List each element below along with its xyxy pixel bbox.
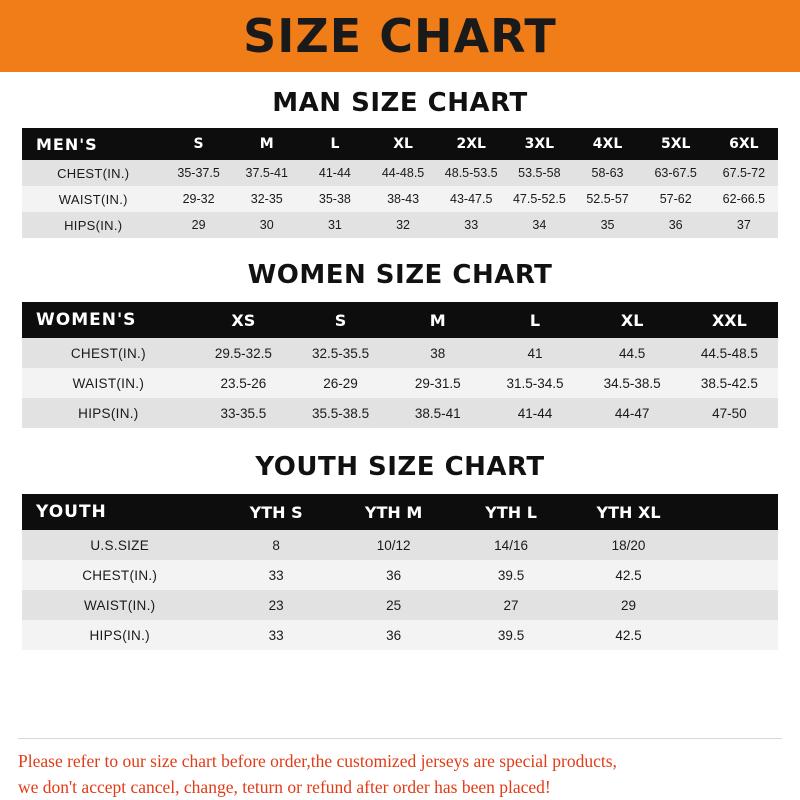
column-header-6: 3XL: [505, 128, 573, 160]
cell: 29-32: [165, 186, 233, 212]
column-header-0: WOMEN'S: [22, 302, 195, 338]
column-header-1: XS: [195, 302, 292, 338]
cell: 29: [165, 212, 233, 238]
column-header-3: L: [301, 128, 369, 160]
cell: 37: [710, 212, 778, 238]
cell: 33: [217, 620, 334, 650]
man-section-title: MAN SIZE CHART: [272, 88, 528, 118]
column-header-7: 4XL: [573, 128, 641, 160]
table-row: [22, 398, 778, 428]
header-right-block: [770, 0, 800, 72]
table-row: [22, 530, 778, 560]
cell: 14/16: [452, 530, 569, 560]
cell: 33: [217, 560, 334, 590]
table-row: [22, 338, 778, 368]
column-header-4: L: [486, 302, 583, 338]
cell: 53.5-58: [505, 160, 573, 186]
cell: 37.5-41: [233, 160, 301, 186]
column-header-3: YTH L: [452, 494, 569, 530]
cell: 39.5: [452, 560, 569, 590]
table-row: [22, 590, 778, 620]
table-header-row: [22, 494, 778, 530]
cell: 31: [301, 212, 369, 238]
header-left-block: [0, 0, 30, 72]
man-size-table: [22, 128, 778, 238]
cell: 27: [452, 590, 569, 620]
cell: 44.5: [584, 338, 681, 368]
cell: 26-29: [292, 368, 389, 398]
cell: 43-47.5: [437, 186, 505, 212]
column-header-6: XXL: [681, 302, 778, 338]
cell: 18/20: [570, 530, 687, 560]
table-row: [22, 160, 778, 186]
cell: 34.5-38.5: [584, 368, 681, 398]
cell: 44.5-48.5: [681, 338, 778, 368]
table-header-row: [22, 128, 778, 160]
cell: 23: [217, 590, 334, 620]
youth-section-title: YOUTH SIZE CHART: [255, 452, 545, 482]
row-label: WAIST(IN.): [22, 368, 195, 398]
column-header-2: S: [292, 302, 389, 338]
cell: 58-63: [573, 160, 641, 186]
cell: 47.5-52.5: [505, 186, 573, 212]
cell: 39.5: [452, 620, 569, 650]
cell: 35.5-38.5: [292, 398, 389, 428]
column-header-1: YTH S: [217, 494, 334, 530]
row-label: WAIST(IN.): [22, 590, 217, 620]
cell: 47-50: [681, 398, 778, 428]
table-row: [22, 620, 778, 650]
column-header-2: M: [233, 128, 301, 160]
cell: 62-66.5: [710, 186, 778, 212]
cell: 25: [335, 590, 452, 620]
cell: 29: [570, 590, 687, 620]
cell: 36: [335, 620, 452, 650]
row-label: CHEST(IN.): [22, 160, 165, 186]
cell: 63-67.5: [642, 160, 710, 186]
cell: 8: [217, 530, 334, 560]
column-header-0: MEN'S: [22, 128, 165, 160]
cell: 38.5-41: [389, 398, 486, 428]
row-label: CHEST(IN.): [22, 560, 217, 590]
cell: 41-44: [486, 398, 583, 428]
column-header-4: YTH XL: [570, 494, 687, 530]
cell: 38.5-42.5: [681, 368, 778, 398]
column-header-8: 5XL: [642, 128, 710, 160]
column-header-4: XL: [369, 128, 437, 160]
table-row: [22, 560, 778, 590]
row-label: U.S.SIZE: [22, 530, 217, 560]
cell-spacer: [687, 620, 778, 650]
cell: 57-62: [642, 186, 710, 212]
row-label: HIPS(IN.): [22, 620, 217, 650]
cell: 29-31.5: [389, 368, 486, 398]
row-label: WAIST(IN.): [22, 186, 165, 212]
cell: 10/12: [335, 530, 452, 560]
column-header-spacer: [687, 494, 778, 530]
cell: 34: [505, 212, 573, 238]
cell: 42.5: [570, 620, 687, 650]
column-header-5: XL: [584, 302, 681, 338]
column-header-2: YTH M: [335, 494, 452, 530]
row-label: HIPS(IN.): [22, 398, 195, 428]
column-header-3: M: [389, 302, 486, 338]
cell: 35-38: [301, 186, 369, 212]
column-header-9: 6XL: [710, 128, 778, 160]
women-size-table: [22, 302, 778, 428]
youth-size-table: [22, 494, 778, 650]
cell: 41: [486, 338, 583, 368]
table-header-row: [22, 302, 778, 338]
footer-line-2: we don't accept cancel, change, teturn or refund after order has been placed!: [18, 776, 551, 797]
cell: 29.5-32.5: [195, 338, 292, 368]
women-section-title: WOMEN SIZE CHART: [247, 260, 553, 290]
column-header-5: 2XL: [437, 128, 505, 160]
cell: 52.5-57: [573, 186, 641, 212]
table-row: [22, 212, 778, 238]
cell: 36: [642, 212, 710, 238]
cell: 33: [437, 212, 505, 238]
cell: 33-35.5: [195, 398, 292, 428]
cell-spacer: [687, 560, 778, 590]
column-header-0: YOUTH: [22, 494, 217, 530]
row-label: HIPS(IN.): [22, 212, 165, 238]
cell: 38-43: [369, 186, 437, 212]
cell: 32.5-35.5: [292, 338, 389, 368]
cell: 32-35: [233, 186, 301, 212]
cell: 42.5: [570, 560, 687, 590]
column-header-1: S: [165, 128, 233, 160]
cell: 44-48.5: [369, 160, 437, 186]
row-label: CHEST(IN.): [22, 338, 195, 368]
cell: 48.5-53.5: [437, 160, 505, 186]
cell: 32: [369, 212, 437, 238]
cell: 35: [573, 212, 641, 238]
footer-line-1: Please refer to our size chart before order,the customized jerseys are special products,: [18, 751, 617, 772]
chart-content: [0, 72, 800, 724]
table-row: [22, 186, 778, 212]
cell: 36: [335, 560, 452, 590]
page-header: [0, 0, 800, 72]
cell: 41-44: [301, 160, 369, 186]
footer-disclaimer: [18, 738, 782, 800]
cell: 67.5-72: [710, 160, 778, 186]
cell: 30: [233, 212, 301, 238]
cell: 23.5-26: [195, 368, 292, 398]
cell: 44-47: [584, 398, 681, 428]
cell-spacer: [687, 590, 778, 620]
cell-spacer: [687, 530, 778, 560]
cell: 38: [389, 338, 486, 368]
table-row: [22, 368, 778, 398]
cell: 31.5-34.5: [486, 368, 583, 398]
cell: 35-37.5: [165, 160, 233, 186]
page-title: SIZE CHART: [243, 9, 557, 63]
